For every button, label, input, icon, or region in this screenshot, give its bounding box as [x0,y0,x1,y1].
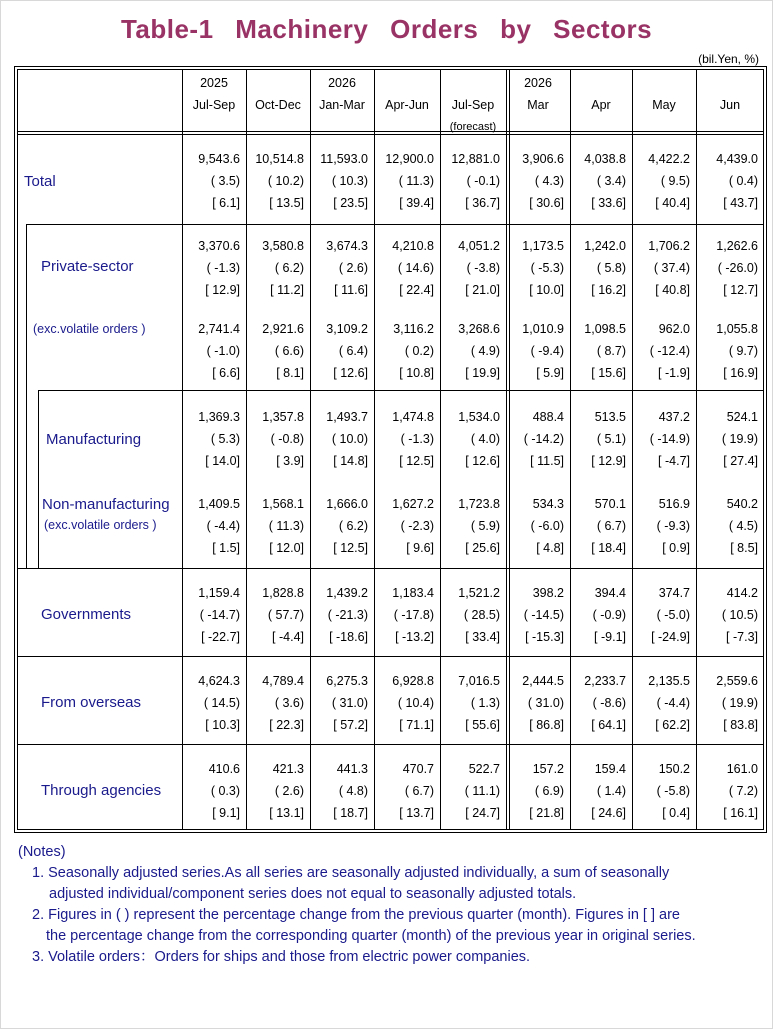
yoy-change-cell: [ 15.6] [591,366,626,380]
qoq-change-cell: ( 10.3) [331,174,368,188]
value-cell: 7,016.5 [458,674,500,688]
value-cell: 1,098.5 [584,322,626,336]
yoy-change-cell: [ 21.8] [529,806,564,820]
value-cell: 437.2 [658,410,690,424]
column-label: Oct-Dec [255,98,301,112]
row-label: Private-sector [41,258,134,275]
yoy-change-cell: [ 22.3] [269,718,304,732]
yoy-change-cell: [ 12.6] [465,454,500,468]
column-label: Jul-Sep [192,98,236,112]
qoq-change-cell: ( 4.3) [534,174,564,188]
qoq-change-cell: ( -2.3) [400,519,434,533]
yoy-change-cell: [ 8.1] [276,366,304,380]
note-1: 1. Seasonally adjusted series.As all series are seasonally adjusted individually, a sum of seasonally [32,865,670,881]
yoy-change-cell: [ 12.7] [723,283,758,297]
column-label: Apr-Jun [385,98,429,112]
value-cell: 12,900.0 [385,152,434,166]
yoy-change-cell: [ -7.3] [726,630,758,644]
qoq-change-cell: ( 6.9) [534,784,564,798]
yoy-change-cell: [ 11.5] [530,454,564,468]
yoy-change-cell: [ 12.9] [591,454,626,468]
value-cell: 1,439.2 [326,586,368,600]
qoq-change-cell: ( -17.8) [393,608,434,622]
column-year: 2026 [328,76,356,90]
value-cell: 513.5 [594,410,626,424]
orders-table-inner [17,69,764,830]
yoy-change-cell: [ 86.8] [529,718,564,732]
value-cell: 421.3 [272,762,304,776]
column-divider [246,70,247,830]
row-divider [26,224,182,225]
value-cell: 4,038.8 [584,152,626,166]
value-cell: 1,159.4 [198,586,240,600]
yoy-change-cell: [ 33.6] [591,196,626,210]
value-cell: 962.0 [658,322,690,336]
row-label: Total [24,173,56,190]
notes-section [18,842,758,968]
qoq-change-cell: ( 4.9) [470,344,500,358]
value-cell: 9,543.6 [198,152,240,166]
qoq-change-cell: ( 14.5) [203,696,240,710]
yoy-change-cell: [ 39.4] [399,196,434,210]
value-cell: 2,559.6 [716,674,758,688]
qoq-change-cell: ( -9.4) [530,344,564,358]
value-cell: 161.0 [726,762,758,776]
yoy-change-cell: [ -9.1] [594,630,626,644]
yoy-change-cell: [ 13.5] [269,196,304,210]
column-divider [374,70,375,830]
column-label: Jul-Sep [451,98,495,112]
value-cell: 11,593.0 [320,152,368,166]
qoq-change-cell: ( 8.7) [596,344,626,358]
value-cell: 516.9 [658,497,690,511]
value-cell: 2,135.5 [648,674,690,688]
qoq-change-cell: ( 31.0) [331,696,368,710]
row-label: From overseas [41,694,142,711]
qoq-change-cell: ( 9.7) [728,344,758,358]
column-divider [182,70,183,830]
value-cell: 1,568.1 [262,497,304,511]
qoq-change-cell: ( -1.3) [206,261,240,275]
yoy-change-cell: [ 8.5] [730,541,758,555]
value-cell: 4,789.4 [262,674,304,688]
value-cell: 1,262.6 [716,239,758,253]
yoy-change-cell: [ 10.0] [529,283,564,297]
value-cell: 157.2 [532,762,564,776]
qoq-change-cell: ( -4.4) [656,696,690,710]
value-cell: 3,674.3 [326,239,368,253]
qoq-change-cell: ( 19.9) [721,432,758,446]
yoy-change-cell: [ 25.6] [465,541,500,555]
value-cell: 1,521.2 [458,586,500,600]
yoy-change-cell: [ 62.2] [655,718,690,732]
column-divider [632,70,633,830]
note-1-cont: adjusted individual/component series does not equal to seasonally adjusted totals. [49,886,577,902]
value-cell: 394.4 [594,586,626,600]
nest-line [26,224,27,568]
yoy-change-cell: [ 12.5] [399,454,434,468]
qoq-change-cell: ( -5.0) [656,608,690,622]
value-cell: 398.2 [532,586,564,600]
row-divider [38,390,182,391]
qoq-change-cell: ( -14.7) [199,608,240,622]
value-cell: 2,233.7 [584,674,626,688]
yoy-change-cell: [ 0.9] [662,541,690,555]
qoq-change-cell: ( 4.5) [728,519,758,533]
value-cell: 10,514.8 [255,152,304,166]
unit-label: (bil.Yen, %) [698,52,759,66]
row-divider [182,390,764,391]
note-2: 2. Figures in ( ) represent the percentage change from the previous quarter (month). Figures in [ ] are [32,907,680,923]
value-cell: 4,051.2 [458,239,500,253]
qoq-change-cell: ( 10.0) [331,432,368,446]
yoy-change-cell: [ 36.7] [465,196,500,210]
column-divider [506,70,507,830]
yoy-change-cell: [ 24.6] [591,806,626,820]
qoq-change-cell: ( -5.3) [530,261,564,275]
yoy-change-cell: [ -4.4] [272,630,304,644]
qoq-change-cell: ( -26.0) [717,261,758,275]
nest-line [38,390,39,568]
qoq-change-cell: ( 10.5) [721,608,758,622]
yoy-change-cell: [ 12.5] [333,541,368,555]
header-divider [18,131,764,132]
yoy-change-cell: [ 11.6] [334,283,368,297]
qoq-change-cell: ( -14.2) [523,432,564,446]
yoy-change-cell: [ 18.4] [591,541,626,555]
value-cell: 534.3 [532,497,564,511]
value-cell: 12,881.0 [451,152,500,166]
note-2-cont: the percentage change from the corresponding quarter (month) of the previous year in original series. [46,928,696,944]
yoy-change-cell: [ 12.6] [333,366,368,380]
qoq-change-cell: ( 14.6) [397,261,434,275]
qoq-change-cell: ( -1.0) [206,344,240,358]
column-divider [440,70,441,830]
qoq-change-cell: ( -14.5) [523,608,564,622]
yoy-change-cell: [ 21.0] [465,283,500,297]
yoy-change-cell: [ -15.3] [525,630,564,644]
yoy-change-cell: [ 0.4] [662,806,690,820]
column-year: 2025 [200,76,228,90]
yoy-change-cell: [ 40.4] [655,196,690,210]
value-cell: 1,183.4 [392,586,434,600]
value-cell: 1,055.8 [716,322,758,336]
value-cell: 570.1 [594,497,626,511]
value-cell: 470.7 [402,762,434,776]
yoy-change-cell: [ 19.9] [465,366,500,380]
yoy-change-cell: [ 71.1] [399,718,434,732]
yoy-change-cell: [ 27.4] [723,454,758,468]
qoq-change-cell: ( -0.1) [466,174,500,188]
qoq-change-cell: ( 4.8) [338,784,368,798]
yoy-change-cell: [ 13.1] [269,806,304,820]
value-cell: 488.4 [532,410,564,424]
qoq-change-cell: ( 6.2) [338,519,368,533]
page-title: Table-1 Machinery Orders by Sectors [120,14,653,44]
qoq-change-cell: ( -12.4) [649,344,690,358]
yoy-change-cell: [ 12.9] [205,283,240,297]
qoq-change-cell: ( 5.9) [470,519,500,533]
row-divider [18,568,764,569]
yoy-change-cell: [ 3.9] [276,454,304,468]
column-divider [570,70,571,830]
yoy-change-cell: [ 14.8] [333,454,368,468]
value-cell: 3,580.8 [262,239,304,253]
row-sublabel: (exc.volatile orders ) [44,518,157,532]
qoq-change-cell: ( 0.3) [210,784,240,798]
value-cell: 1,474.8 [392,410,434,424]
value-cell: 4,624.3 [198,674,240,688]
qoq-change-cell: ( 3.4) [596,174,626,188]
qoq-change-cell: ( 57.7) [267,608,304,622]
yoy-change-cell: [ 4.8] [536,541,564,555]
qoq-change-cell: ( 6.7) [404,784,434,798]
yoy-change-cell: [ 12.0] [269,541,304,555]
note-3: 3. Volatile orders：Orders for ships and those from electric power companies. [32,949,531,965]
qoq-change-cell: ( 19.9) [721,696,758,710]
yoy-change-cell: [ 55.6] [465,718,500,732]
yoy-change-cell: [ 6.6] [212,366,240,380]
yoy-change-cell: [ 16.1] [723,806,758,820]
column-label: Jun [719,98,741,112]
yoy-change-cell: [ 16.9] [723,366,758,380]
value-cell: 1,723.8 [458,497,500,511]
qoq-change-cell: ( 31.0) [527,696,564,710]
row-divider [18,744,764,745]
qoq-change-cell: ( 11.1) [464,784,500,798]
qoq-change-cell: ( 3.5) [210,174,240,188]
yoy-change-cell: [ 57.2] [333,718,368,732]
qoq-change-cell: ( -6.0) [530,519,564,533]
yoy-change-cell: [ -13.2] [395,630,434,644]
qoq-change-cell: ( -5.8) [656,784,690,798]
value-cell: 159.4 [594,762,626,776]
value-cell: 6,275.3 [326,674,368,688]
qoq-change-cell: ( 4.0) [470,432,500,446]
value-cell: 1,409.5 [198,497,240,511]
yoy-change-cell: [ 5.9] [536,366,564,380]
column-divider [310,70,311,830]
value-cell: 410.6 [208,762,240,776]
value-cell: 4,439.0 [716,152,758,166]
qoq-change-cell: ( 10.4) [397,696,434,710]
value-cell: 1,627.2 [392,497,434,511]
yoy-change-cell: [ 9.1] [212,806,240,820]
row-label: (exc.volatile orders ) [33,322,146,336]
value-cell: 2,741.4 [198,322,240,336]
value-cell: 374.7 [658,586,690,600]
yoy-change-cell: [ 10.3] [205,718,240,732]
qoq-change-cell: ( 0.2) [404,344,434,358]
qoq-change-cell: ( -14.9) [649,432,690,446]
qoq-change-cell: ( 11.3) [398,174,434,188]
qoq-change-cell: ( 0.4) [728,174,758,188]
value-cell: 540.2 [726,497,758,511]
value-cell: 3,268.6 [458,322,500,336]
yoy-change-cell: [ 33.4] [465,630,500,644]
yoy-change-cell: [ 18.7] [333,806,368,820]
value-cell: 414.2 [726,586,758,600]
value-cell: 150.2 [658,762,690,776]
qoq-change-cell: ( 2.6) [338,261,368,275]
yoy-change-cell: [ -18.6] [329,630,368,644]
value-cell: 522.7 [468,762,500,776]
value-cell: 524.1 [726,410,758,424]
qoq-change-cell: ( 7.2) [728,784,758,798]
value-cell: 1,010.9 [522,322,564,336]
value-cell: 1,666.0 [326,497,368,511]
yoy-change-cell: [ -1.9] [658,366,690,380]
value-cell: 3,370.6 [198,239,240,253]
row-divider [182,224,764,225]
column-label: Jan-Mar [319,98,365,112]
column-label: May [652,98,676,112]
qoq-change-cell: ( 10.2) [267,174,304,188]
row-label: Manufacturing [46,431,142,448]
value-cell: 1,242.0 [584,239,626,253]
qoq-change-cell: ( -1.3) [400,432,434,446]
qoq-change-cell: ( 1.3) [470,696,500,710]
yoy-change-cell: [ 16.2] [591,283,626,297]
yoy-change-cell: [ -24.9] [651,630,690,644]
yoy-change-cell: [ 9.6] [406,541,434,555]
qoq-change-cell: ( -21.3) [327,608,368,622]
yoy-change-cell: [ 14.0] [205,454,240,468]
yoy-change-cell: [ 30.6] [529,196,564,210]
qoq-change-cell: ( 6.4) [338,344,368,358]
yoy-change-cell: [ -4.7] [658,454,690,468]
qoq-change-cell: ( 11.3) [268,519,304,533]
qoq-change-cell: ( 37.4) [653,261,690,275]
qoq-change-cell: ( 9.5) [660,174,690,188]
qoq-change-cell: ( 1.4) [596,784,626,798]
value-cell: 6,928.8 [392,674,434,688]
value-cell: 1,706.2 [648,239,690,253]
qoq-change-cell: ( -0.9) [592,608,626,622]
qoq-change-cell: ( 5.3) [210,432,240,446]
yoy-change-cell: [ 6.1] [212,196,240,210]
value-cell: 3,109.2 [326,322,368,336]
qoq-change-cell: ( 28.5) [463,608,500,622]
value-cell: 2,921.6 [262,322,304,336]
value-cell: 2,444.5 [522,674,564,688]
row-label: Through agencies [41,782,162,799]
qoq-change-cell: ( -4.4) [206,519,240,533]
yoy-change-cell: [ 40.8] [655,283,690,297]
qoq-change-cell: ( 5.8) [596,261,626,275]
qoq-change-cell: ( 6.2) [274,261,304,275]
qoq-change-cell: ( 2.6) [274,784,304,798]
yoy-change-cell: [ 1.5] [212,541,240,555]
value-cell: 4,422.2 [648,152,690,166]
row-label: Non-manufacturing [42,496,170,513]
yoy-change-cell: [ 10.8] [399,366,434,380]
column-sub: (forecast) [449,121,497,133]
row-divider [18,656,764,657]
row-label: Governments [41,606,132,623]
qoq-change-cell: ( -3.8) [466,261,500,275]
orders-table [14,66,767,833]
yoy-change-cell: [ 64.1] [591,718,626,732]
value-cell: 1,173.5 [522,239,564,253]
yoy-change-cell: [ 83.8] [723,718,758,732]
notes-heading: (Notes) [18,844,66,860]
yoy-change-cell: [ 43.7] [723,196,758,210]
value-cell: 1,357.8 [262,410,304,424]
value-cell: 441.3 [336,762,368,776]
qoq-change-cell: ( -9.3) [656,519,690,533]
column-label: Mar [527,98,549,112]
qoq-change-cell: ( -0.8) [270,432,304,446]
yoy-change-cell: [ 23.5] [333,196,368,210]
yoy-change-cell: [ 13.7] [399,806,434,820]
value-cell: 3,906.6 [522,152,564,166]
yoy-change-cell: [ 24.7] [465,806,500,820]
value-cell: 3,116.2 [393,322,434,336]
header-divider [18,134,764,135]
yoy-change-cell: [ -22.7] [201,630,240,644]
column-year: 2026 [524,76,552,90]
value-cell: 1,369.3 [198,410,240,424]
value-cell: 1,534.0 [458,410,500,424]
qoq-change-cell: ( -8.6) [592,696,626,710]
column-divider [696,70,697,830]
qoq-change-cell: ( 3.6) [274,696,304,710]
yoy-change-cell: [ 22.4] [399,283,434,297]
qoq-change-cell: ( 6.7) [596,519,626,533]
yoy-change-cell: [ 11.2] [270,283,304,297]
value-cell: 1,828.8 [262,586,304,600]
value-cell: 1,493.7 [326,410,368,424]
column-label: Apr [591,98,611,112]
qoq-change-cell: ( 5.1) [596,432,626,446]
qoq-change-cell: ( 6.6) [274,344,304,358]
value-cell: 4,210.8 [392,239,434,253]
